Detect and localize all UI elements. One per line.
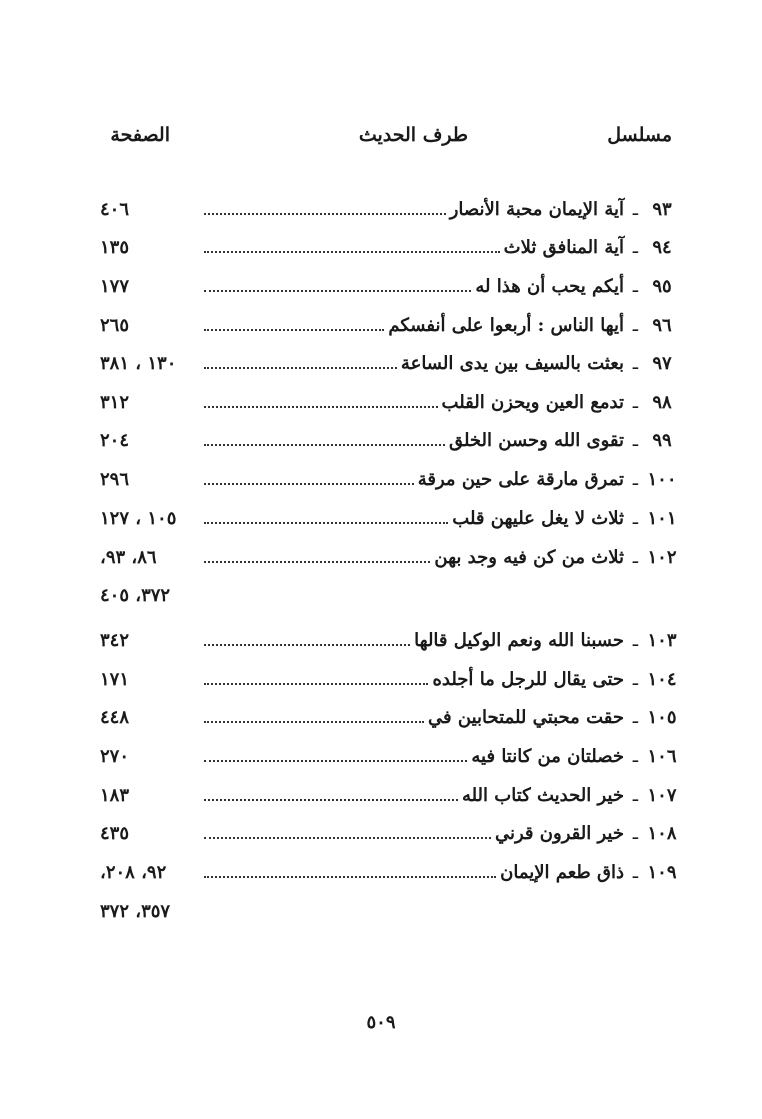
index-entry [100, 270, 682, 304]
leader-dots [204, 522, 448, 524]
entry-dash: ـ [632, 315, 638, 336]
entry-number: ٩٥ [652, 276, 672, 297]
entry-dash: ـ [632, 746, 638, 767]
entry-number: ٩٣ [652, 199, 672, 220]
entry-pages: ٩٢، ٢٠٨، [100, 862, 167, 883]
entry-pages: ٣١٢ [100, 392, 130, 413]
leader-dots [204, 367, 397, 369]
leader-dots [204, 213, 446, 215]
leader-dots [204, 837, 491, 839]
index-entry [100, 740, 682, 774]
entry-title: أيها الناس : أربعوا على أنفسكم [388, 315, 624, 336]
entry-pages: ١٧١ [100, 669, 130, 690]
entry-title: ذاق طعم الإيمان [500, 862, 624, 883]
entry-number: ٩٨ [652, 392, 672, 413]
leader-dots [204, 251, 500, 253]
entry-number: ٩٦ [652, 315, 672, 336]
entry-title: بعثت بالسيف بين يدى الساعة [400, 353, 624, 374]
entry-pages: ٤٤٨ [100, 707, 130, 728]
entry-pages: ١٠٥ ، ١٢٧ [100, 508, 177, 529]
index-entry [100, 231, 682, 265]
leader-dots [204, 644, 410, 646]
entry-pages: ٤٠٦ [100, 199, 130, 220]
index-entry [100, 701, 682, 735]
leader-dots [204, 799, 458, 801]
index-entry [100, 502, 682, 536]
entry-number: ١٠٩ [647, 862, 677, 883]
header-title: طرف الحديث [358, 124, 468, 146]
entry-pages: ١٣٠ ، ٣٨١ [100, 353, 177, 374]
index-entry [100, 347, 682, 381]
entry-number: ١٠٦ [647, 746, 677, 767]
entry-dash: ـ [632, 353, 638, 374]
index-entry [100, 624, 682, 658]
entry-number: ١٠٢ [647, 547, 677, 568]
leader-dots [204, 483, 414, 485]
index-entry [100, 779, 682, 813]
entry-dash: ـ [632, 199, 638, 220]
entry-title: حسبنا الله ونعم الوكيل قالها [414, 630, 624, 651]
leader-dots [204, 329, 384, 331]
entry-number: ١٠٨ [647, 823, 677, 844]
index-entry [100, 541, 682, 575]
entry-dash: ـ [632, 547, 638, 568]
table-header [100, 124, 680, 160]
entry-pages: ١٧٧ [100, 276, 130, 297]
leader-dots [204, 760, 467, 762]
entry-number: ٩٧ [652, 353, 672, 374]
entry-dash: ـ [632, 707, 638, 728]
entry-dash: ـ [632, 276, 638, 297]
index-entry [100, 817, 682, 851]
entry-pages: ٢٠٤ [100, 430, 130, 451]
entry-title: تمرق مارقة على حين مرقة [417, 469, 624, 490]
entry-dash: ـ [632, 469, 638, 490]
header-page: الصفحة [110, 124, 170, 146]
entry-pages: ٣٤٢ [100, 630, 130, 651]
entry-dash: ـ [632, 237, 638, 258]
entry-pages-continuation: ٣٧٢، ٤٠٥ [100, 585, 171, 606]
entry-dash: ـ [632, 669, 638, 690]
entry-title: آية المنافق ثلاث [503, 237, 624, 258]
leader-dots [204, 721, 424, 723]
entry-dash: ـ [632, 823, 638, 844]
entry-dash: ـ [632, 785, 638, 806]
entry-number: ١٠٠ [647, 469, 677, 490]
entry-pages: ١٣٥ [100, 237, 130, 258]
entry-title: خصلتان من كانتا فيه [471, 746, 624, 767]
entry-dash: ـ [632, 862, 638, 883]
entry-dash: ـ [632, 508, 638, 529]
entry-number: ٩٤ [652, 237, 672, 258]
entry-pages: ٢٦٥ [100, 315, 130, 336]
entry-title: حقت محبتي للمتحابين في [428, 707, 624, 728]
entry-dash: ـ [632, 430, 638, 451]
entry-number: ٩٩ [652, 430, 672, 451]
entry-pages: ٢٧٠ [100, 746, 130, 767]
entry-title: ثلاث من كن فيه وجد بهن [434, 547, 624, 568]
entry-pages: ٨٦، ٩٣، [100, 547, 157, 568]
leader-dots [204, 290, 471, 292]
index-entry [100, 856, 682, 890]
leader-dots [204, 876, 496, 878]
entry-pages: ١٨٣ [100, 785, 130, 806]
entry-pages-continuation: ٣٥٧، ٣٧٢ [100, 901, 171, 922]
leader-dots [204, 683, 428, 685]
entry-pages: ٤٣٥ [100, 823, 130, 844]
entry-number: ١٠٤ [647, 669, 677, 690]
index-entry [100, 463, 682, 497]
entry-title: أيكم يحب أن هذا له [475, 276, 624, 297]
entry-title: خير الحديث كتاب الله [461, 785, 624, 806]
entry-number: ١٠٣ [647, 630, 677, 651]
page-number: ٥٠٩ [366, 1012, 396, 1033]
entry-dash: ـ [632, 630, 638, 651]
leader-dots [204, 406, 438, 408]
index-entry [100, 309, 682, 343]
entry-number: ١٠٥ [647, 707, 677, 728]
index-entry [100, 424, 682, 458]
index-entry [100, 386, 682, 420]
entry-title: ثلاث لا يغل عليهن قلب [452, 508, 624, 529]
entry-title: حتى يقال للرجل ما أجلده [432, 669, 624, 690]
entry-title: آية الإيمان محبة الأنصار [449, 199, 624, 220]
entry-title: تدمع العين ويحزن القلب [441, 392, 624, 413]
entry-dash: ـ [632, 392, 638, 413]
leader-dots [204, 561, 430, 563]
index-entry [100, 193, 682, 227]
leader-dots [204, 444, 445, 446]
index-entry [100, 663, 682, 697]
entry-number: ١٠٧ [647, 785, 677, 806]
header-serial: مسلسل [607, 124, 672, 146]
entry-pages: ٢٩٦ [100, 469, 130, 490]
entry-title: خير القرون قرني [494, 823, 624, 844]
entry-title: تقوى الله وحسن الخلق [448, 430, 624, 451]
entry-number: ١٠١ [647, 508, 677, 529]
